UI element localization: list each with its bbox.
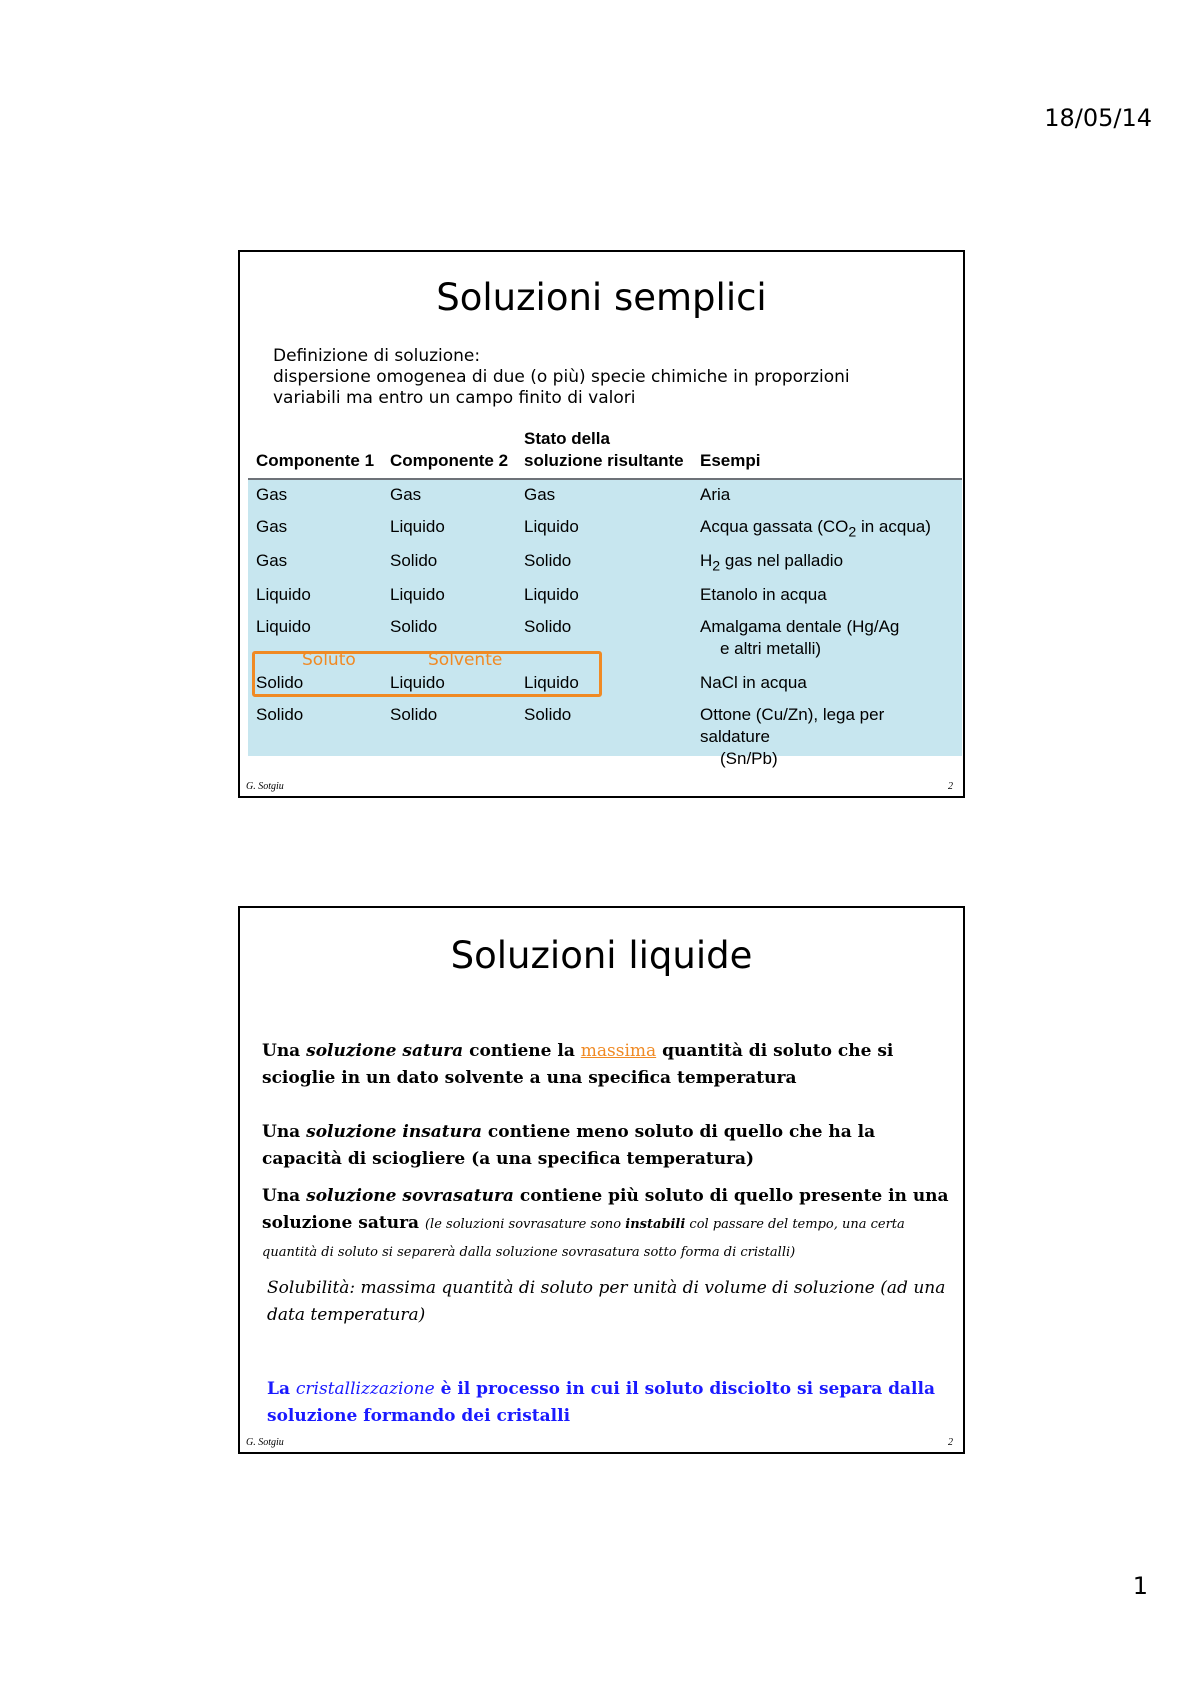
text: Una [262, 1186, 307, 1206]
table-cell: Gas [524, 485, 556, 504]
table-cell [700, 550, 956, 577]
footer-author: G. Sotgiu [246, 781, 284, 792]
cell-text: gas nel palladio [720, 551, 844, 570]
table-cell: Liquido [524, 517, 579, 536]
table-cell: Solido [390, 617, 438, 636]
table-cell: Liquido [524, 585, 579, 604]
footer-author: G. Sotgiu [246, 1437, 284, 1448]
table-cell: Liquido [390, 585, 445, 604]
text: Una [262, 1122, 307, 1142]
cell-text: in acqua) [856, 517, 931, 536]
paragraph-cristallizzazione [267, 1376, 957, 1430]
paragraph-satura [262, 1038, 952, 1092]
cell-text: Ottone (Cu/Zn), lega per saldature [700, 705, 885, 746]
header-esempi: Esempi [700, 451, 761, 470]
highlight-massima: massima [580, 1041, 657, 1061]
header-stato-line2: soluzione risultante [524, 451, 684, 470]
table-cell: Solido [524, 705, 572, 724]
term: soluzione sovrasatura [306, 1186, 514, 1206]
definition-heading: Definizione di soluzione: [273, 346, 481, 366]
text: quantità di soluto che si scioglie in un dato solvente a una specifica temperatura [262, 1041, 894, 1088]
text: Una [262, 1041, 307, 1061]
solutions-table [248, 420, 962, 768]
table-cell: Liquido [256, 585, 311, 604]
text: La [267, 1379, 296, 1399]
paragraph-solubilita: Solubilità: massima quantità di soluto per unità di volume di soluzione (ad una data temperatura) [267, 1278, 946, 1325]
annotation-solvente: Solvente [428, 650, 503, 670]
text: contiene più soluto di quello presente in una soluzione satura [262, 1186, 949, 1233]
table-cell: NaCl in acqua [700, 673, 807, 692]
table-cell: Solido [256, 705, 304, 724]
cell-text-continued: (Sn/Pb) [720, 749, 778, 768]
text: contiene la [463, 1041, 581, 1061]
slide-title: Soluzioni liquide [450, 934, 753, 977]
term: soluzione insatura [306, 1122, 482, 1142]
header-componente-1: Componente 1 [256, 451, 375, 470]
table-cell: Aria [700, 485, 731, 504]
table-cell: Liquido [390, 517, 445, 536]
definition-line: variabili ma entro un campo finito di valori [273, 388, 636, 408]
slide-title: Soluzioni semplici [436, 276, 767, 319]
note-bold: instabili [625, 1217, 686, 1232]
table-cell: Liquido [524, 673, 579, 692]
term: cristallizzazione [295, 1379, 435, 1399]
header-componente-2: Componente 2 [390, 451, 509, 470]
cell-text-continued: e altri metalli) [720, 639, 822, 658]
table-cell: Gas [256, 485, 288, 504]
table-cell: Solido [524, 551, 572, 570]
table-cell: Gas [256, 517, 288, 536]
definition-line: dispersione omogenea di due (o più) specie chimiche in proporzioni [273, 367, 850, 387]
annotation-soluto: Soluto [302, 650, 356, 670]
paragraph-sovrasatura [262, 1183, 952, 1266]
page-number: 1 [1132, 1572, 1148, 1600]
table-cell: Gas [256, 551, 288, 570]
text: è il processo in cui il soluto disciolto si separa dalla soluzione formando dei cristalli [267, 1379, 935, 1426]
slide-soluzioni-liquide [238, 906, 965, 1454]
subscript: 2 [712, 558, 721, 575]
slide-soluzioni-semplici [238, 250, 965, 798]
table-cell [700, 616, 956, 660]
table-cell: Liquido [390, 673, 445, 692]
note-text: (le soluzioni sovrasature sono [424, 1217, 626, 1232]
slide-number: 2 [948, 781, 953, 792]
cell-text: H [700, 551, 713, 570]
text: contiene meno soluto di quello che ha la capacità di sciogliere (a una specifica temperatura) [262, 1122, 876, 1169]
table-cell [700, 516, 956, 543]
table-cell [700, 704, 956, 770]
table-cell: Gas [390, 485, 422, 504]
page-date: 18/05/14 [1044, 104, 1152, 132]
definition-text [273, 346, 953, 409]
table-cell: Solido [390, 705, 438, 724]
header-stato-line1: Stato della [524, 429, 610, 448]
slide-number: 2 [948, 1437, 953, 1448]
cell-text: Amalgama dentale (Hg/Ag [700, 617, 900, 636]
term: soluzione satura [306, 1041, 464, 1061]
table-cell: Solido [524, 617, 572, 636]
table-cell: Liquido [256, 617, 311, 636]
note-text: col passare del tempo, una certa quantità di soluto si separerà dalla soluzione sovrasatura sotto forma di cristalli) [262, 1217, 905, 1260]
subscript: 2 [848, 524, 857, 541]
table-cell: Etanolo in acqua [700, 585, 827, 604]
table-cell: Solido [256, 673, 304, 692]
table-cell: Solido [390, 551, 438, 570]
cell-text: Acqua gassata (CO [700, 517, 849, 536]
paragraph-insatura [262, 1119, 952, 1173]
